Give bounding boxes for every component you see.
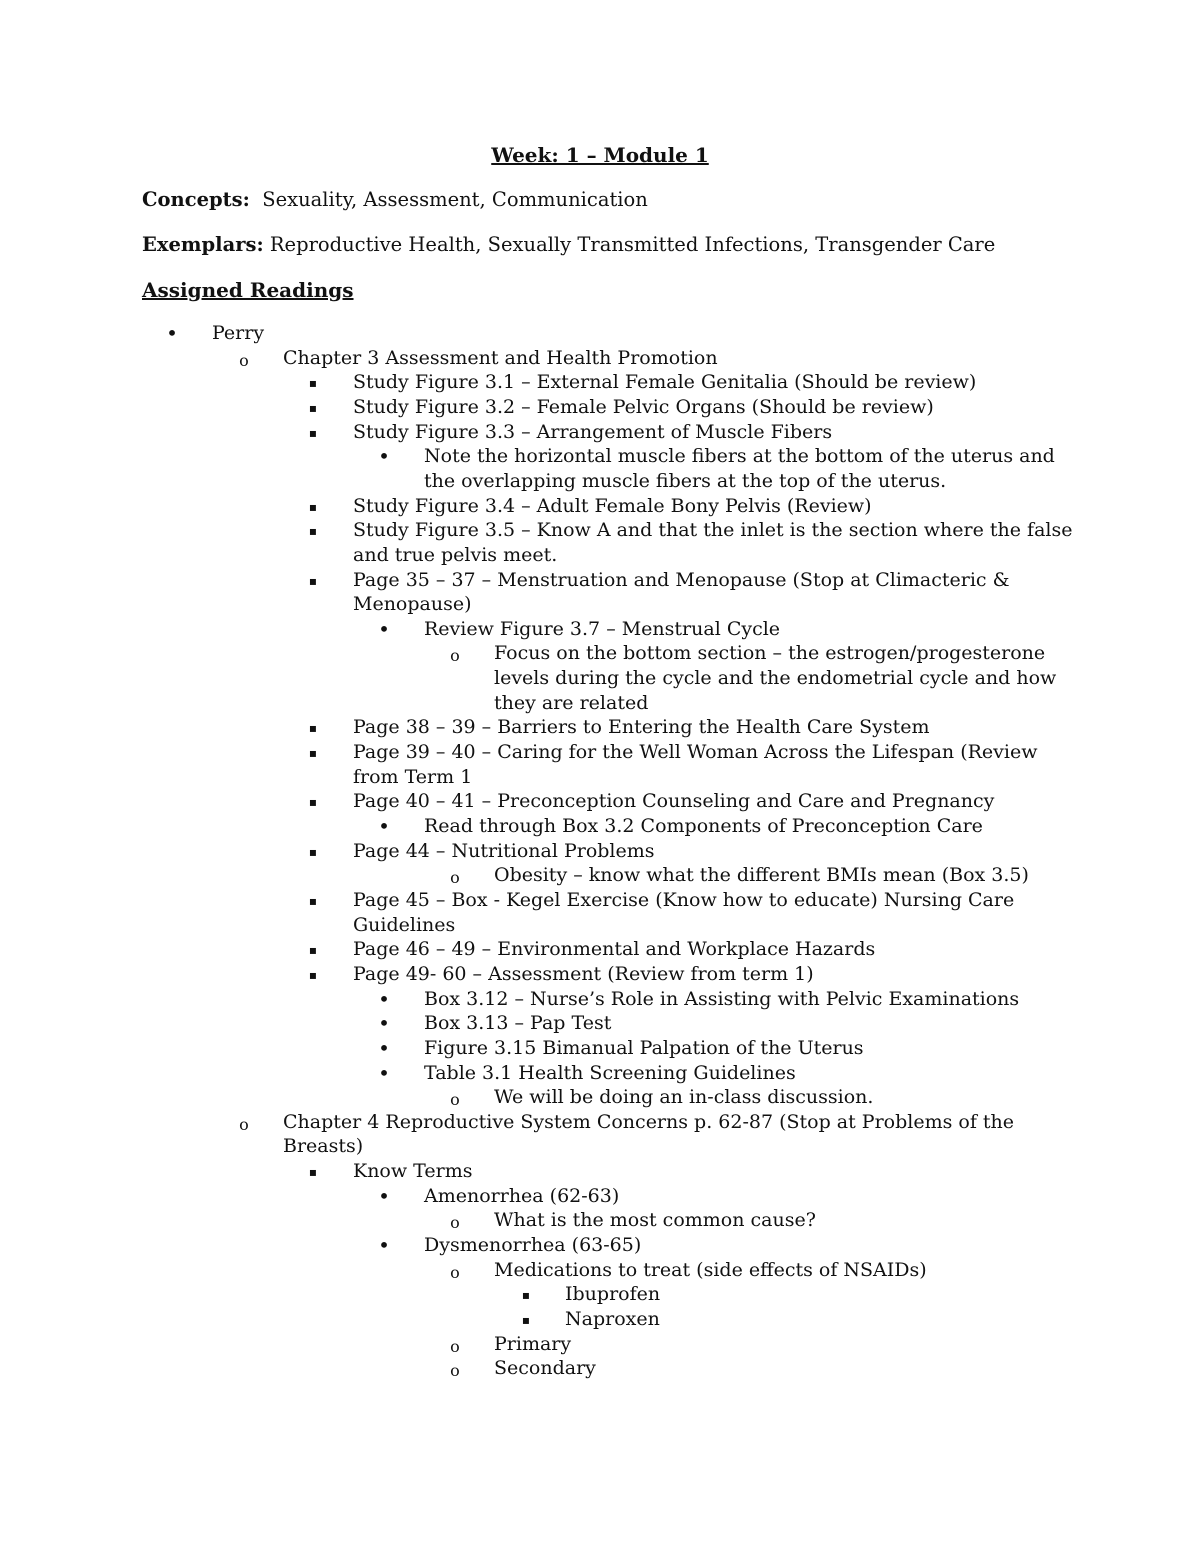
outline-item-text: Box 3.13 – Pap Test: [424, 1012, 612, 1035]
exemplars-value: Reproductive Health, Sexually Transmitted Infections, Transgender Care: [269, 233, 996, 256]
assigned-readings-heading: Assigned Readings: [142, 278, 354, 302]
bullet-marker: •: [378, 1035, 390, 1060]
bullet-marker: o: [450, 1262, 460, 1282]
outline-item-text: Box 3.12 – Nurse’s Role in Assisting with Pelvic Examinations: [424, 987, 1020, 1010]
outline-item-text: Table 3.1 Health Screening Guidelines: [424, 1061, 796, 1084]
bullet-marker: ▪: [521, 1313, 531, 1327]
outline-item-text: Secondary: [494, 1357, 596, 1380]
bullet-marker: ▪: [308, 844, 318, 859]
page-title: Week: 1 – Module 1: [491, 143, 709, 167]
bullet-marker: ▪: [308, 425, 318, 440]
bullet-marker: •: [378, 814, 390, 838]
bullet-marker: o: [450, 1090, 460, 1110]
outline-item-text: Page 35 – 37 – Menstruation and Menopause (Stop at Climacteric &: [353, 568, 1010, 591]
outline-item-text: from Term 1: [353, 765, 473, 788]
outline-item-text: Menopause): [353, 593, 472, 616]
outline-item-text: Chapter 4 Reproductive System Concerns p. 62-87 (Stop at Problems of the: [283, 1110, 1015, 1133]
bullet-marker: •: [378, 444, 390, 469]
bullet-marker: •: [378, 1060, 390, 1085]
outline-item-text: Study Figure 3.5 – Know A and that the inlet is the section where the false: [353, 519, 1073, 542]
outline-item-text: We will be doing an in-class discussion.: [494, 1086, 874, 1109]
bullet-marker: •: [378, 1183, 390, 1208]
bullet-marker: ▪: [308, 967, 318, 982]
bullet-marker: o: [450, 1361, 460, 1381]
bullet-marker: o: [239, 1114, 249, 1134]
outline-item-text: Page 39 – 40 – Caring for the Well Woman Across the Lifespan (Review: [353, 741, 1038, 764]
outline-item-text: Page 40 – 41 – Preconception Counseling and Care and Pregnancy: [353, 790, 995, 813]
bullet-marker: ▪: [308, 721, 318, 736]
outline-item-text: the overlapping muscle fibers at the top of the uterus.: [424, 469, 947, 492]
outline-item-text: Amenorrhea (62-63): [424, 1184, 620, 1207]
bullet-marker: •: [378, 616, 390, 641]
outline-item-text: Guidelines: [353, 913, 456, 936]
outline-item-text: Figure 3.15 Bimanual Palpation of the Uterus: [424, 1036, 864, 1059]
outline-item-text: Naproxen: [565, 1308, 660, 1330]
outline-item-text: Know Terms: [353, 1160, 473, 1183]
bullet-marker: ▪: [308, 795, 318, 810]
outline-item-text: Focus on the bottom section – the estrogen/progesterone: [494, 642, 1046, 665]
bullet-marker: ▪: [308, 573, 318, 588]
outline-item-text: Page 49- 60 – Assessment (Review from term 1): [353, 962, 814, 985]
bullet-marker: ▪: [308, 746, 318, 761]
bullet-marker: o: [239, 350, 249, 370]
bullet-marker: o: [450, 1213, 460, 1233]
outline-item-text: Study Figure 3.2 – Female Pelvic Organs (Should be review): [353, 395, 934, 418]
bullet-marker: •: [166, 321, 178, 345]
outline-item-text: Study Figure 3.1 – External Female Genitalia (Should be review): [353, 371, 977, 394]
outline-item-text: Page 45 – Box - Kegel Exercise (Know how to educate) Nursing Care: [353, 888, 1015, 911]
outline-item-text: Obesity – know what the different BMIs mean (Box 3.5): [494, 864, 1029, 887]
bullet-marker: •: [378, 986, 390, 1011]
bullet-marker: •: [378, 1011, 390, 1036]
outline-item-text: Ibuprofen: [565, 1283, 661, 1306]
outline-item-text: Primary: [494, 1332, 572, 1355]
bullet-marker: o: [450, 1336, 460, 1356]
bullet-marker: o: [450, 868, 460, 888]
bullet-marker: ▪: [308, 499, 318, 514]
outline-item-text: Read through Box 3.2 Components of Preconception Care: [424, 815, 983, 837]
outline-item-text: Page 44 – Nutritional Problems: [353, 839, 655, 862]
bullet-marker: ▪: [521, 1288, 531, 1303]
outline-item-text: levels during the cycle and the endometrial cycle and how: [494, 667, 1057, 690]
concepts-value: Sexuality, Assessment, Communication: [262, 188, 648, 211]
outline-item-text: What is the most common cause?: [494, 1209, 816, 1232]
outline-item-text: Page 38 – 39 – Barriers to Entering the Health Care System: [353, 716, 930, 739]
concepts-line: [142, 188, 648, 211]
bullet-marker: o: [450, 646, 460, 666]
outline-item-text: Study Figure 3.3 – Arrangement of Muscle Fibers: [353, 420, 833, 443]
bullet-marker: ▪: [308, 943, 318, 958]
outline-item-text: Page 46 – 49 – Environmental and Workplace Hazards: [353, 938, 876, 961]
exemplars-line: [142, 233, 995, 256]
bullet-marker: ▪: [308, 893, 318, 908]
outline-item-text: Review Figure 3.7 – Menstrual Cycle: [424, 617, 781, 640]
outline-item-text: they are related: [494, 691, 649, 714]
outline-item-text: Chapter 3 Assessment and Health Promotion: [283, 346, 718, 369]
outline-item-text: Perry: [212, 322, 265, 344]
outline-item-text: Study Figure 3.4 – Adult Female Bony Pelvis (Review): [353, 494, 872, 517]
bullet-marker: ▪: [308, 376, 318, 391]
bullet-marker: •: [378, 1233, 390, 1258]
outline-item-text: Medications to treat (side effects of NSAIDs): [494, 1258, 927, 1281]
bullet-marker: ▪: [308, 1165, 318, 1180]
outline-item-text: Note the horizontal muscle fibers at the bottom of the uterus and: [424, 445, 1055, 468]
concepts-label: Concepts:: [142, 188, 250, 211]
outline-item-text: and true pelvis meet.: [353, 543, 558, 566]
exemplars-label: Exemplars:: [142, 233, 264, 256]
bullet-marker: ▪: [308, 524, 318, 539]
outline-item-text: Breasts): [283, 1135, 364, 1158]
outline-item-text: Dysmenorrhea (63-65): [424, 1234, 642, 1257]
bullet-marker: ▪: [308, 400, 318, 415]
